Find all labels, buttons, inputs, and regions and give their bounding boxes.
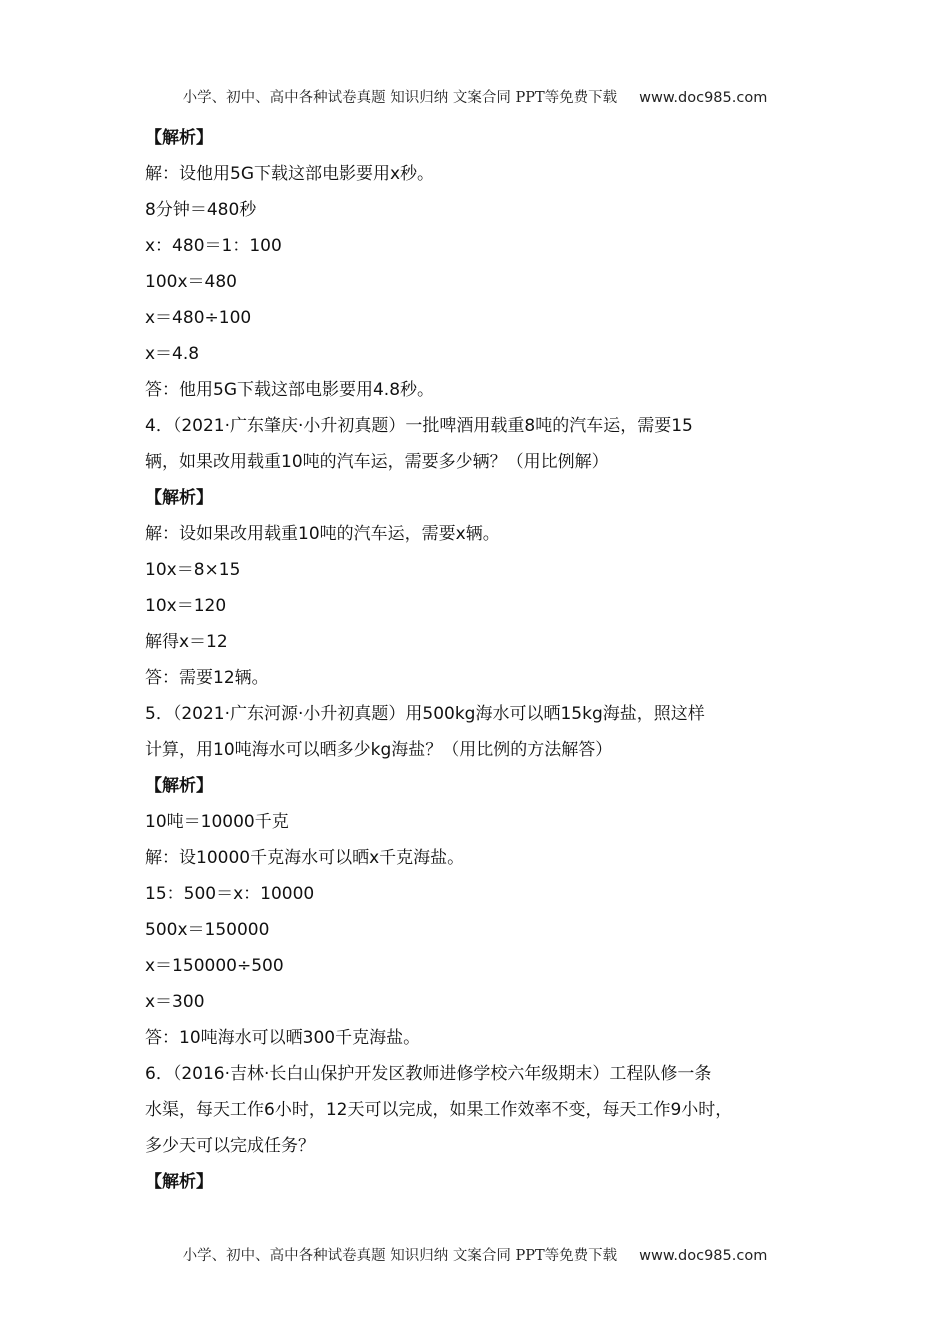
equation-line: x＝4.8: [145, 344, 200, 364]
header-text: 小学、初中、高中各种试卷真题 知识归纳 文案合同 PPT等免费下载: [182, 90, 618, 106]
analysis-label: 【解析】: [145, 128, 213, 148]
equation-line: 15：500＝x：10000: [145, 884, 315, 904]
solution-line: 解：设10000千克海水可以晒x千克海盐。: [145, 848, 465, 868]
question-6-line-2: 水渠，每天工作6小时，12天可以完成，如果工作效率不变，每天工作9小时，: [145, 1100, 733, 1120]
equation-line: 解得x＝12: [145, 632, 228, 652]
solution-line: 解：设他用5G下载这部电影要用x秒。: [145, 164, 435, 184]
page-footer: [0, 1244, 950, 1265]
equation-line: x：480＝1：100: [145, 236, 282, 256]
equation-line: x＝480÷100: [145, 308, 252, 328]
analysis-label: 【解析】: [145, 1172, 213, 1192]
answer-line: 答：需要12辆。: [145, 668, 269, 688]
equation-line: x＝300: [145, 992, 205, 1012]
analysis-label: 【解析】: [145, 488, 213, 508]
answer-line: 答：他用5G下载这部电影要用4.8秒。: [145, 380, 435, 400]
question-4-line-2: 辆，如果改用载重10吨的汽车运，需要多少辆？（用比例解）: [145, 452, 609, 472]
equation-line: 100x＝480: [145, 272, 237, 292]
footer-site-url: www.doc985.com: [639, 1248, 768, 1264]
answer-line: 答：10吨海水可以晒300千克海盐。: [145, 1028, 421, 1048]
question-6-line-3: 多少天可以完成任务？: [145, 1136, 315, 1156]
equation-line: 10x＝120: [145, 596, 227, 616]
equation-line: 8分钟＝480秒: [145, 200, 257, 220]
question-4-line-1: 4．（2021·广东肇庆·小升初真题）一批啤酒用载重8吨的汽车运，需要15: [145, 416, 693, 436]
conversion-line: 10吨＝10000千克: [145, 812, 289, 832]
question-5-line-2: 计算，用10吨海水可以晒多少kg海盐？（用比例的方法解答）: [145, 740, 613, 760]
question-5-line-1: 5．（2021·广东河源·小升初真题）用500kg海水可以晒15kg海盐，照这样: [145, 704, 705, 724]
footer-text: 小学、初中、高中各种试卷真题 知识归纳 文案合同 PPT等免费下载: [182, 1248, 618, 1264]
analysis-label: 【解析】: [145, 776, 213, 796]
solution-line: 解：设如果改用载重10吨的汽车运，需要x辆。: [145, 524, 500, 544]
equation-line: x＝150000÷500: [145, 956, 284, 976]
page-header: [0, 86, 950, 107]
header-site-url: www.doc985.com: [639, 90, 768, 106]
equation-line: 10x＝8×15: [145, 560, 241, 580]
equation-line: 500x＝150000: [145, 920, 270, 940]
question-6-line-1: 6．（2016·吉林·长白山保护开发区教师进修学校六年级期末）工程队修一条: [145, 1064, 712, 1084]
document-body: [145, 120, 825, 1200]
